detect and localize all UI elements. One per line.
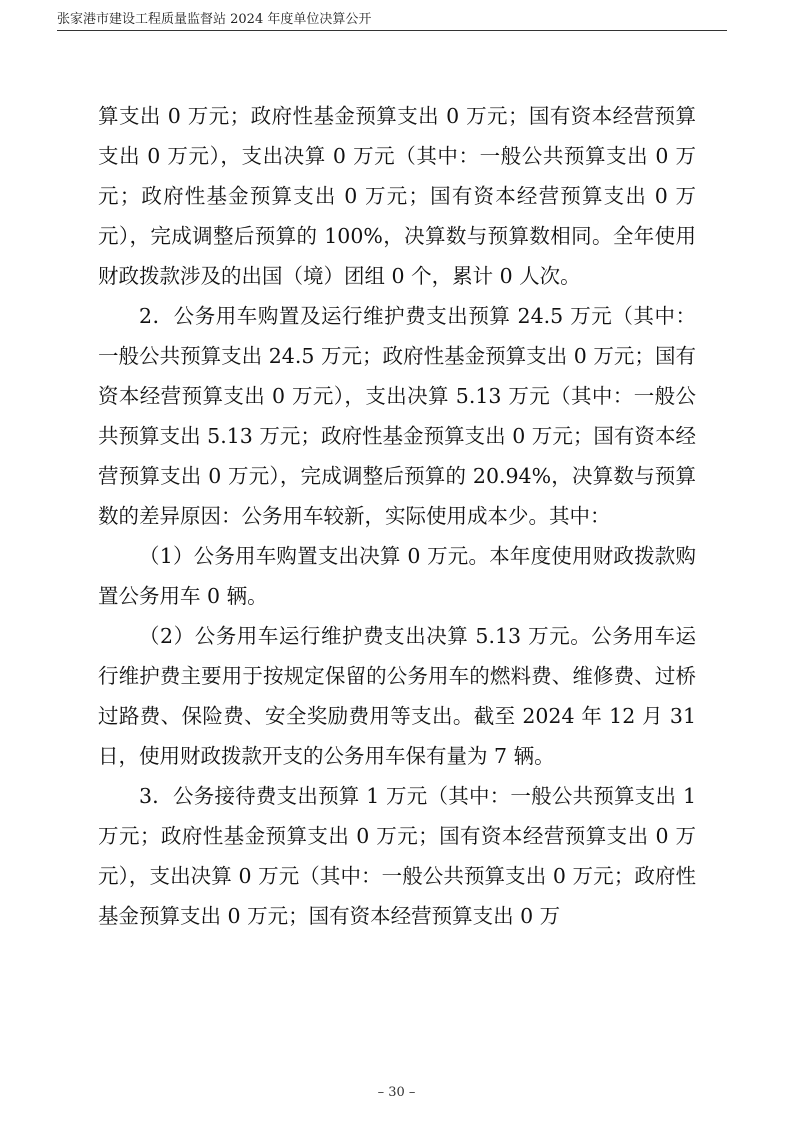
paragraph-official-vehicle-expenses: 2．公务用车购置及运行维护费支出预算 24.5 万元（其中：一般公共预算支出 24.5 万元；政府性基金预算支出 0 万元；国有资本经营预算支出 0 万元），支出决算 5.13 万元（其中：一般公共预算支出 5.13 万元；政府性基金预算支出 0 万元；国有资本经营预算支出 0 万元），完成调整后预算的 20.94%，决算数与预算数的差异原因：公务用车较新，实际使用成本少。其中： bbox=[98, 304, 696, 528]
paragraph-official-reception: 3．公务接待费支出预算 1 万元（其中：一般公共预算支出 1 万元；政府性基金预算支出 0 万元；国有资本经营预算支出 0 万元），支出决算 0 万元（其中：一般公共预算支出 0 万元；政府性基金预算支出 0 万元；国有资本经营预算支出 0 万 bbox=[98, 784, 696, 928]
paragraph-vehicle-operation: （2）公务用车运行维护费支出决算 5.13 万元。公务用车运行维护费主要用于按规定保留的公务用车的燃料费、维修费、过桥过路费、保险费、安全奖励费用等支出。截至 2024 年 12 月 31 日，使用财政拨款开支的公务用车保有量为 7 辆。 bbox=[98, 624, 696, 768]
document-body bbox=[98, 96, 696, 936]
page-header-title: 张家港市建设工程质量监督站 2024 年度单位决算公开 bbox=[57, 12, 372, 27]
header-divider bbox=[57, 30, 727, 31]
paragraph-vehicle-purchase: （1）公务用车购置支出决算 0 万元。本年度使用财政拨款购置公务用车 0 辆。 bbox=[98, 544, 696, 608]
page-number: – 30 – bbox=[377, 1085, 416, 1100]
paragraph-continuation-overseas-travel: 算支出 0 万元；政府性基金预算支出 0 万元；国有资本经营预算支出 0 万元），支出决算 0 万元（其中：一般公共预算支出 0 万元；政府性基金预算支出 0 万元；国有资本经营预算支出 0 万元），完成调整后预算的 100%，决算数与预算数相同。全年使用财政拨款涉及的出国（境）团组 0 个，累计 0 人次。 bbox=[98, 104, 696, 288]
